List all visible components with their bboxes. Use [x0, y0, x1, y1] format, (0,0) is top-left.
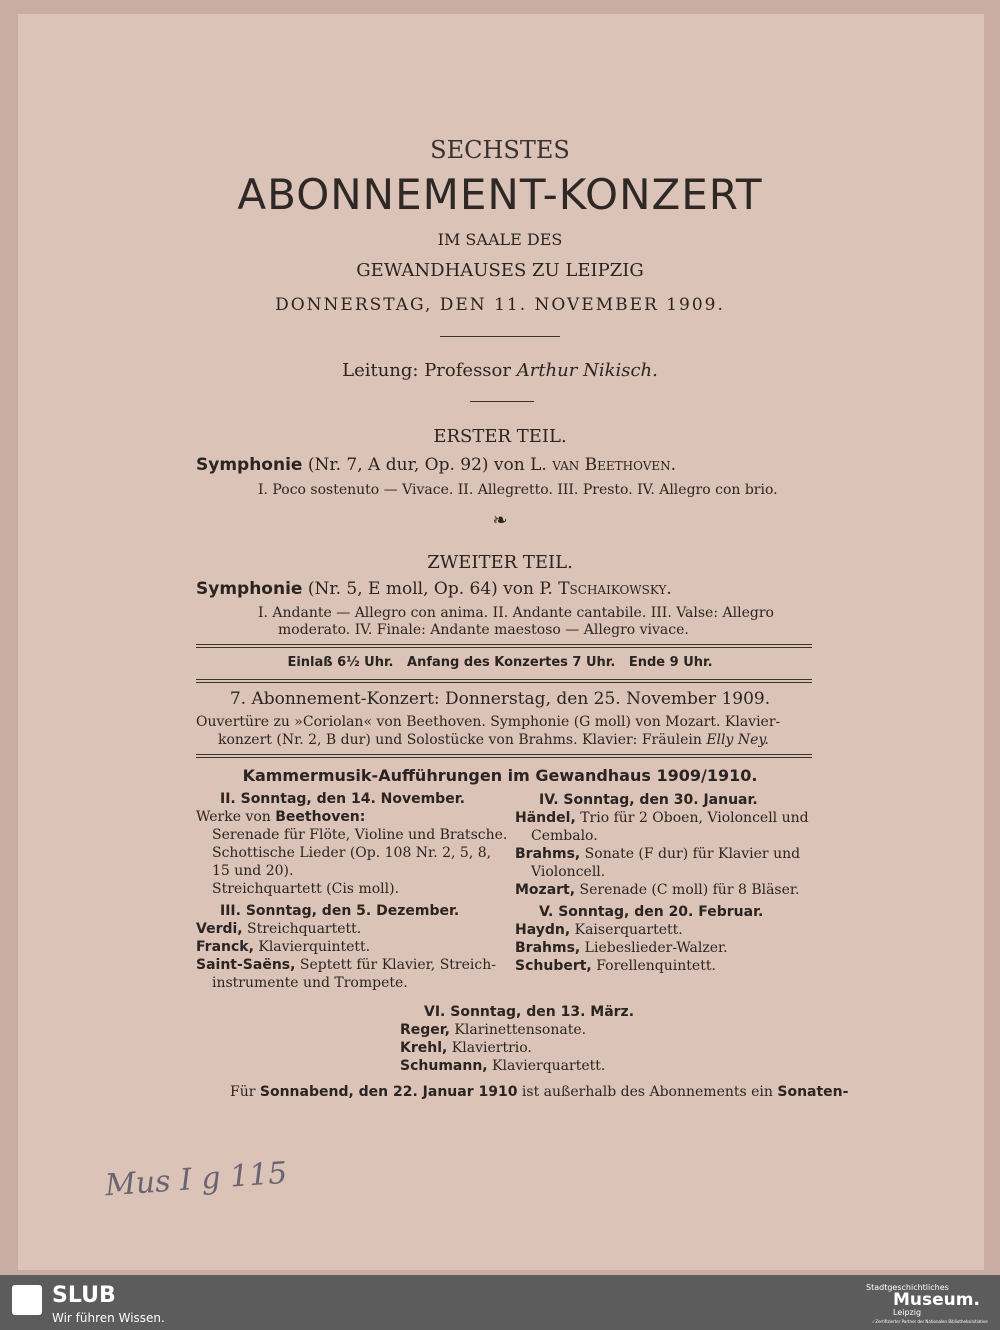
program-item: instrumente und Trompete.: [212, 975, 408, 991]
program-item: Serenade für Flöte, Violine und Bratsche.: [212, 827, 508, 843]
work: Klaviertrio.: [447, 1040, 532, 1056]
part2-movements: moderato. IV. Finale: Andante maestoso — Allegro vivace.: [278, 622, 689, 638]
program-item: [400, 1021, 660, 1039]
conductor: Leitung: Professor Arthur Nikisch.: [342, 360, 658, 381]
chamber-center-column: [400, 1003, 660, 1075]
concert-date-heading: III. Sonntag, den 5. Dezember.: [220, 903, 460, 919]
work: Kaiserquartett.: [570, 922, 683, 938]
double-rule: [196, 679, 812, 683]
next-concert-title: 7. Abonnement-Konzert: Donnerstag, den 25. November 1909.: [229, 689, 771, 709]
chamber-left-column: [196, 790, 506, 992]
program-item: [400, 1039, 660, 1057]
composer: Beethoven:: [275, 809, 366, 825]
work: Werke von: [196, 809, 276, 825]
page-title: ABONNEMENT-KONZERT: [237, 170, 763, 219]
museum-city: Leipzig: [893, 1308, 922, 1317]
times: Einlaß 6½ Uhr. Anfang des Konzertes 7 Uhr. Ende 9 Uhr.: [287, 655, 713, 670]
composer: Schubert,: [515, 958, 592, 974]
museum-logo: Museum.: [893, 1290, 980, 1310]
concert-date: DONNERSTAG, DEN 11. NOVEMBER 1909.: [275, 295, 725, 315]
next-concert-line2: konzert (Nr. 2, B dur) und Solostücke von Brahms. Klavier: Fräulein Elly Ney.: [218, 732, 769, 748]
composer: Reger,: [400, 1022, 450, 1038]
program-item: Cembalo.: [531, 828, 598, 844]
part2-work: Symphonie (Nr. 5, E moll, Op. 64) von P. Tschaikowsky.: [196, 579, 672, 599]
special-note: Für Sonnabend, den 22. Januar 1910 ist außerhalb des Abonnements ein Sonaten-: [230, 1084, 849, 1100]
composer: Brahms,: [515, 846, 581, 862]
program-item: [515, 921, 815, 939]
composer: Verdi,: [196, 921, 243, 937]
handwritten-shelfmark: Mus I g 115: [104, 1155, 289, 1204]
program-item: Schottische Lieder (Op. 108 Nr. 2, 5, 8,: [212, 845, 492, 861]
work: Liebeslieder-Walzer.: [580, 940, 728, 956]
composer: Brahms,: [515, 940, 581, 956]
double-rule: [196, 754, 812, 758]
work: Forellenquintett.: [591, 958, 716, 974]
venue-line1: IM SAALE DES: [437, 230, 563, 249]
program-item: [400, 1057, 660, 1075]
part2-title: ZWEITER TEIL.: [427, 552, 573, 573]
chamber-right-column: [515, 791, 815, 975]
work: Klavierquintett.: [253, 939, 371, 955]
program-item: [515, 845, 815, 863]
divider: [440, 336, 560, 337]
slub-logo-icon: [12, 1285, 42, 1315]
divider: [470, 401, 534, 402]
work: Streichquartett.: [242, 921, 362, 937]
program-item: [515, 939, 815, 957]
program-item: [196, 808, 506, 826]
chamber-title: Kammermusik-Aufführungen im Gewandhaus 1909/1910.: [242, 766, 758, 785]
concert-date-heading: VI. Sonntag, den 13. März.: [424, 1004, 635, 1020]
slub-logo: SLUB: [52, 1283, 116, 1308]
work: Klarinettensonate.: [449, 1022, 587, 1038]
work: Serenade (C moll) für 8 Bläser.: [575, 882, 800, 898]
double-rule: [196, 644, 812, 648]
composer: Krehl,: [400, 1040, 448, 1056]
composer: Haydn,: [515, 922, 571, 938]
program-item: [196, 938, 506, 956]
composer: Mozart,: [515, 882, 576, 898]
work: Sonate (F dur) für Klavier und: [580, 846, 801, 862]
program-item: [196, 920, 506, 938]
part1-work: Symphonie (Nr. 7, A dur, Op. 92) von L. van Beethoven.: [196, 455, 677, 475]
program-item: Violoncell.: [531, 864, 606, 880]
program-item: [515, 809, 815, 827]
work: Trio für 2 Oboen, Violoncell und: [575, 810, 809, 826]
part1-movements: I. Poco sostenuto — Vivace. II. Allegretto. III. Presto. IV. Allegro con brio.: [258, 482, 778, 498]
concert-date-heading: V. Sonntag, den 20. Februar.: [539, 904, 764, 920]
composer: Franck,: [196, 939, 254, 955]
slub-tagline: Wir führen Wissen.: [52, 1311, 165, 1325]
ornament-icon: ❧: [492, 510, 508, 531]
footer: [0, 1275, 1000, 1330]
part2-movements: I. Andante — Allegro con anima. II. Andante cantabile. III. Valse: Allegro: [258, 605, 774, 621]
program-item: 15 und 20).: [212, 863, 294, 879]
program-item: [515, 881, 815, 899]
composer: Händel,: [515, 810, 576, 826]
museum-pre: Stadtgeschichtliches: [866, 1283, 949, 1292]
concert-number: SECHSTES: [430, 136, 570, 164]
certification: ✓Zertifizierter Partner der Nationalen Bibliotheksinitiative: [872, 1319, 988, 1324]
work: Klavierquartett.: [487, 1058, 606, 1074]
concert-date-heading: II. Sonntag, den 14. November.: [220, 791, 465, 807]
venue-line2: GEWANDHAUSES ZU LEIPZIG: [356, 260, 644, 281]
next-concert-line1: Ouvertüre zu »Coriolan« von Beethoven. Symphonie (G moll) von Mozart. Klavier-: [196, 714, 781, 730]
program-item: Streichquartett (Cis moll).: [212, 881, 400, 897]
part1-title: ERSTER TEIL.: [433, 426, 567, 447]
concert-date-heading: IV. Sonntag, den 30. Januar.: [539, 792, 758, 808]
program-item: [515, 957, 815, 975]
program-item: [196, 956, 506, 974]
work: Septett für Klavier, Streich-: [295, 957, 496, 973]
composer: Saint-Saëns,: [196, 957, 296, 973]
composer: Schumann,: [400, 1058, 488, 1074]
